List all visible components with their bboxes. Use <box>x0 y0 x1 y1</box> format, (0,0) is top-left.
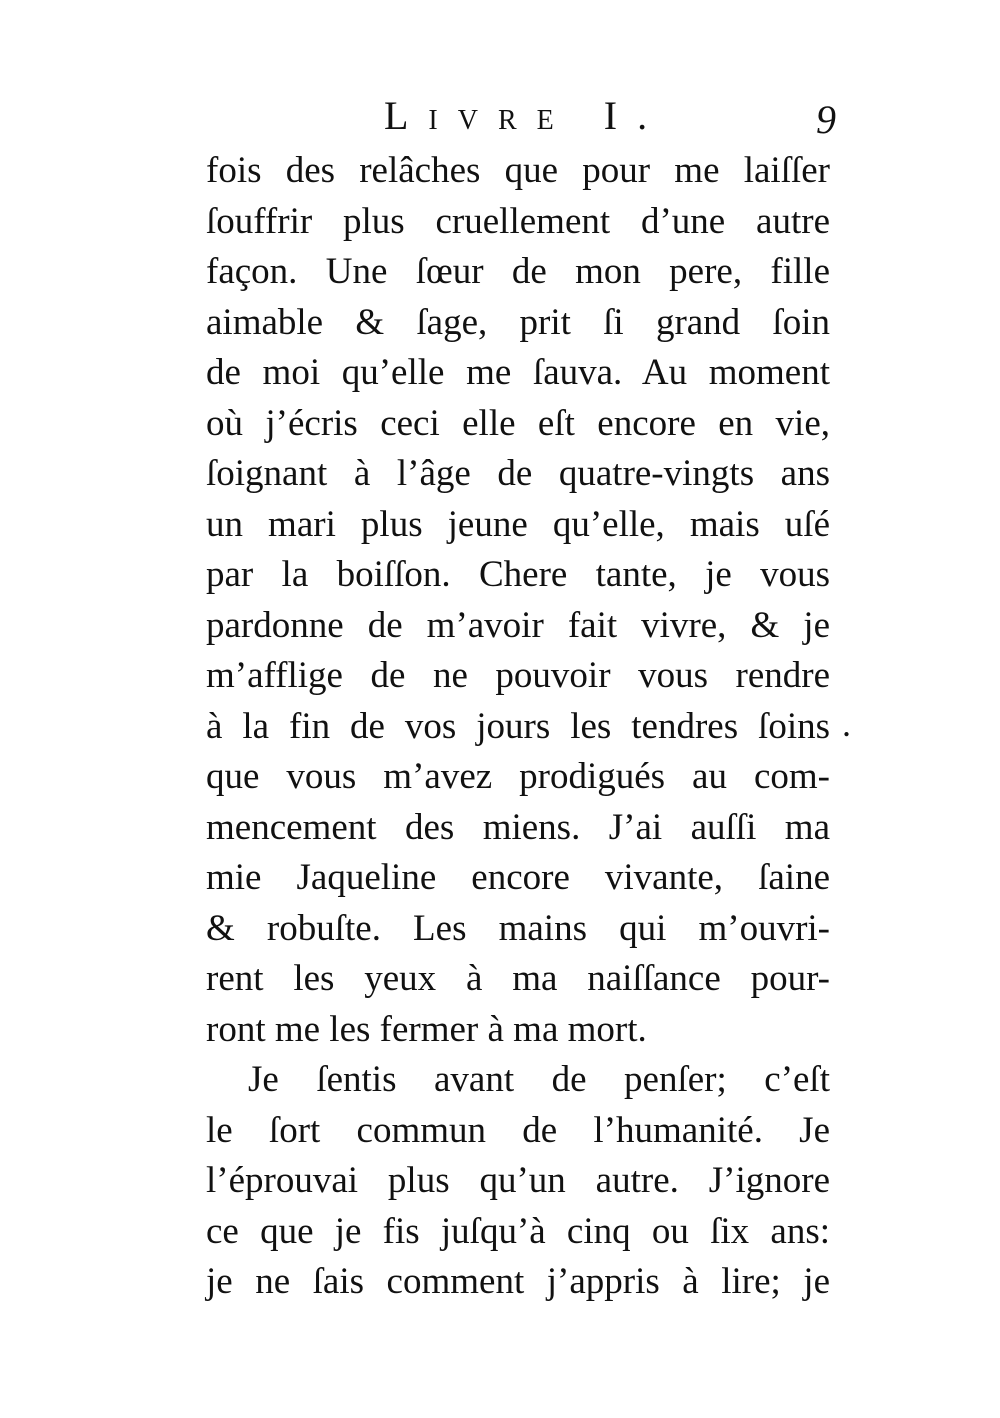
text-line: le ſort commun de l’humanité. Je <box>206 1109 830 1151</box>
text-line: m’afflige de ne pouvoir vous rendre <box>206 655 830 696</box>
text-line: l’éprouvai plus qu’un autre. J’ignore <box>206 1160 830 1201</box>
text-line: rent les yeux à ma naiſſance pour- <box>206 958 830 999</box>
paragraph-2 <box>206 1055 830 1308</box>
text-line: mie Jaqueline encore vivante, ſaine <box>206 857 830 898</box>
text-line: façon. Une ſœur de mon pere, fille <box>206 251 830 292</box>
text-line: je ne ſais comment j’appris à lire; je <box>206 1261 830 1302</box>
text-line: ce que je fis juſqu’à cinq ou ſix ans: <box>206 1210 830 1252</box>
text-line: un mari plus jeune qu’elle, mais uſé <box>206 503 830 545</box>
text-line: que vous m’avez prodigués au com- <box>206 756 830 797</box>
text-line: fois des relâches que pour me laiſſer <box>206 150 830 191</box>
running-title: Livre I. <box>384 93 668 138</box>
text-line: pardonne de m’avoir fait vivre, & je <box>206 604 830 646</box>
text-line: de moi qu’elle me ſauva. Au moment <box>206 352 830 393</box>
paragraph-1 <box>206 146 830 1055</box>
page-number: 9 <box>816 97 836 142</box>
text-line: Je ſentis avant de penſer; c’eſt <box>248 1059 830 1100</box>
text-line: aimable & ſage, prit ſi grand ſoin <box>206 301 830 343</box>
text-line: par la boiſſon. Chere tante, je vous <box>206 554 830 595</box>
text-line: mencement des miens. J’ai auſſi ma <box>206 806 830 848</box>
text-line: ſouffrir plus cruellement d’une autre <box>206 200 830 242</box>
stray-ink-mark: . <box>842 704 851 744</box>
running-head <box>206 92 836 142</box>
text-line: ront me les fermer à ma mort. <box>206 1008 647 1050</box>
text-line: & robuſte. Les mains qui m’ouvri- <box>206 907 830 949</box>
text-line: ſoignant à l’âge de quatre-vingts ans <box>206 453 830 494</box>
body-text <box>206 146 830 1308</box>
text-line: où j’écris ceci elle eſt encore en vie, <box>206 402 830 444</box>
text-line: à la fin de vos jours les tendres ſoins <box>206 705 830 747</box>
